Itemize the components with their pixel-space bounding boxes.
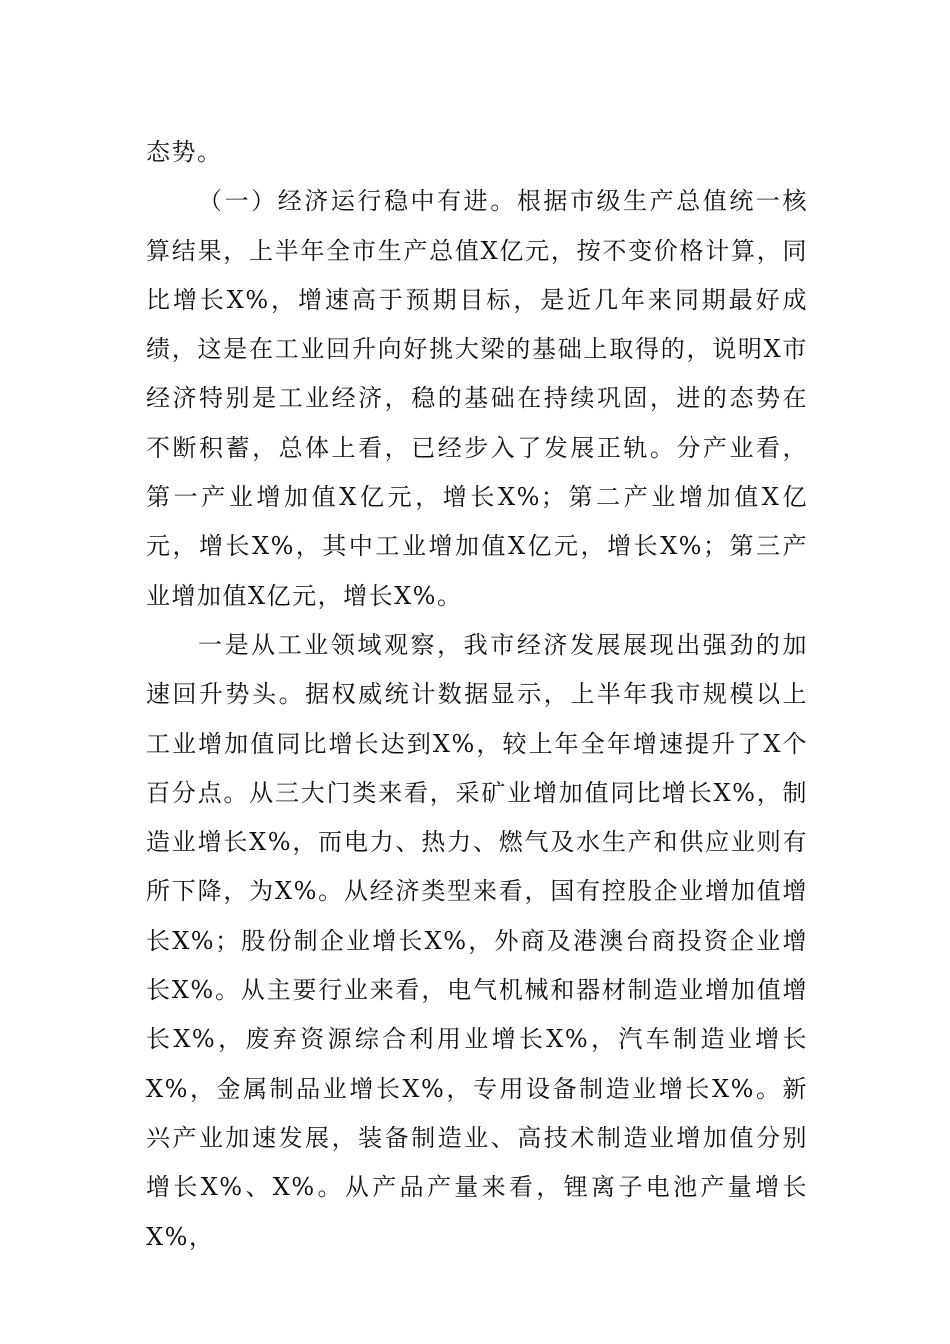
paragraph-continuation: 态势。 bbox=[146, 138, 223, 166]
document-body bbox=[146, 128, 808, 1262]
paragraph-economic-operation: （一）经济运行稳中有进。根据市级生产总值统一核算结果，上半年全市生产总值X亿元，按不变价格计算，同比增长X%，增速高于预期目标，是近几年来同期最好成绩，这是在工业回升向好挑大梁的基础上取得的，说明X市经济特别是工业经济，稳的基础在持续巩固，进的态势在不断积蓄，总体上看，已经步入了发展正轨。分产业看，第一产业增加值X亿元，增长X%；第二产业增加值X亿元，增长X%，其中工业增加值X亿元，增长X%；第三产业增加值X亿元，增长X%。 bbox=[146, 187, 808, 610]
paragraph-industrial-sector: 一是从工业领域观察，我市经济发展展现出强劲的加速回升势头。据权威统计数据显示，上半年我市规模以上工业增加值同比增长达到X%，较上年全年增速提升了X个百分点。从三大门类来看，采矿业增加值同比增长X%，制造业增长X%，而电力、热力、燃气及水生产和供应业则有所下降，为X%。从经济类型来看，国有控股企业增加值增长X%；股份制企业增长X%，外商及港澳台商投资企业增长X%。从主要行业来看，电气机械和器材制造业增加值增长X%，废弃资源综合利用业增长X%，汽车制造业增长X%，金属制品业增长X%，专用设备制造业增长X%。新兴产业加速发展，装备制造业、高技术制造业增加值分别增长X%、X%。从产品产量来看，锂离子电池产量增长X%， bbox=[146, 630, 808, 1251]
